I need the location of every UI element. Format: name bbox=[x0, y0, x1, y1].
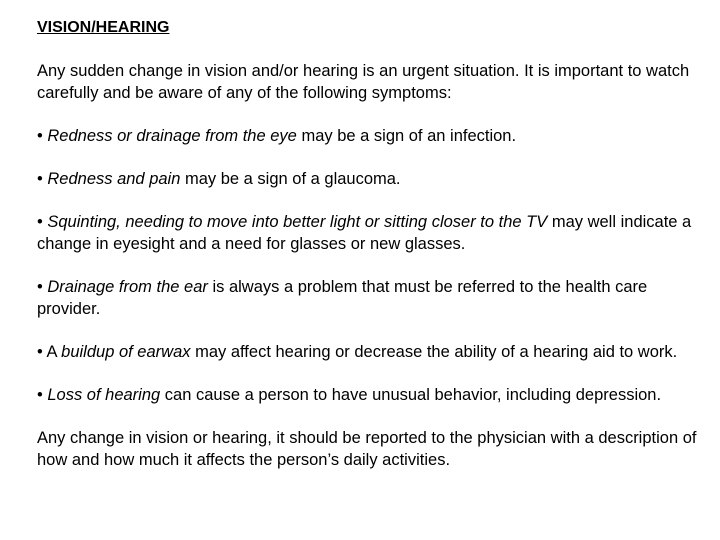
bullet-emphasis: Loss of hearing bbox=[47, 386, 161, 404]
bullet-emphasis: buildup of earwax bbox=[61, 343, 191, 361]
bullet-marker: • bbox=[37, 170, 43, 188]
bullet-emphasis: Redness and pain bbox=[47, 170, 181, 188]
bullet-item-ear-drainage bbox=[37, 276, 709, 320]
bullet-marker: • bbox=[37, 343, 43, 361]
bullet-emphasis: Squinting, needing to move into better light or sitting closer to the TV bbox=[47, 213, 548, 231]
bullet-lead: A bbox=[46, 343, 62, 361]
intro-paragraph: Any sudden change in vision and/or hearing is an urgent situation. It is important to watch carefully and be aware of any of the following symptoms: bbox=[37, 62, 690, 102]
bullet-text: can cause a person to have unusual behavior, including depression. bbox=[160, 386, 662, 404]
bullet-item-hearing-loss bbox=[37, 384, 709, 406]
document-page bbox=[37, 18, 709, 492]
bullet-emphasis: Redness or drainage from the eye bbox=[47, 127, 297, 145]
bullet-marker: • bbox=[37, 213, 43, 231]
bullet-item-squinting bbox=[37, 211, 709, 255]
bullet-emphasis: Drainage from the ear bbox=[47, 278, 208, 296]
bullet-text: may affect hearing or decrease the ability of a hearing aid to work. bbox=[190, 343, 678, 361]
bullet-item-eye-drainage bbox=[37, 125, 709, 147]
bullet-marker: • bbox=[37, 127, 43, 145]
bullet-text: is always a problem that must be referred to the health care provider. bbox=[37, 278, 648, 318]
bullet-text: may well indicate a change in eyesight and a need for glasses or new glasses. bbox=[37, 213, 692, 253]
bullet-item-redness-pain bbox=[37, 168, 709, 190]
closing-paragraph: Any change in vision or hearing, it should be reported to the physician with a description of how and how much it affects the person’s daily activities. bbox=[37, 429, 697, 469]
bullet-item-earwax bbox=[37, 341, 709, 363]
section-heading: VISION/HEARING bbox=[37, 19, 170, 36]
bullet-marker: • bbox=[37, 278, 43, 296]
bullet-text: may be a sign of an infection. bbox=[296, 127, 517, 145]
bullet-marker: • bbox=[37, 386, 43, 404]
bullet-text: may be a sign of a glaucoma. bbox=[180, 170, 401, 188]
